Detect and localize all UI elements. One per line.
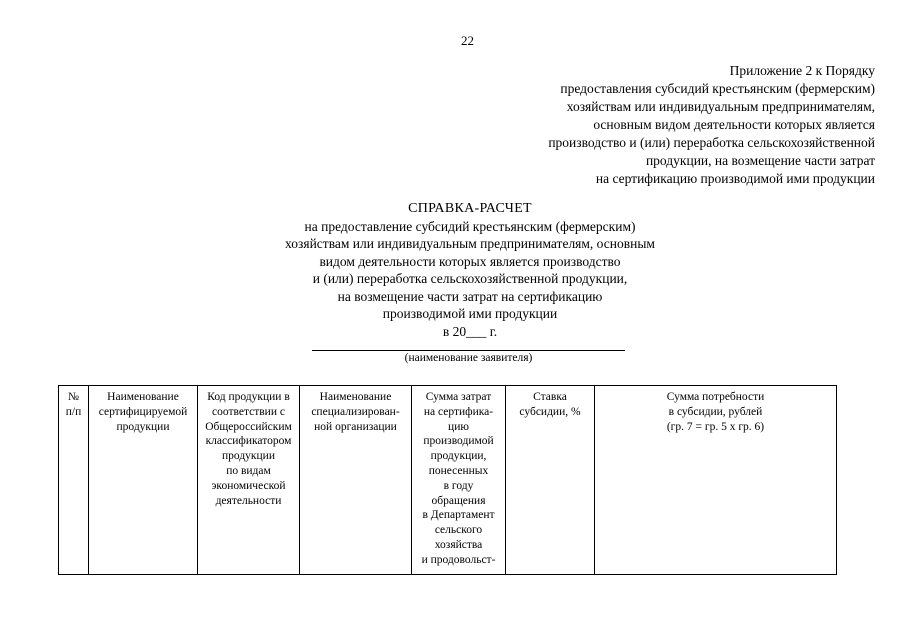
appendix-line: продукции, на возмещение части затрат — [645, 153, 875, 168]
table-header-row — [59, 386, 837, 575]
title-line: хозяйствам или индивидуальным предпринимателям, основным — [285, 236, 655, 251]
header-line: обращения — [431, 494, 486, 507]
calculation-table — [58, 385, 837, 575]
header-line: хозяйства — [434, 538, 483, 551]
header-line: по видам — [226, 464, 271, 477]
header-line: классификатором — [205, 435, 292, 448]
header-line: производимой — [423, 435, 494, 448]
appendix-note — [455, 62, 875, 188]
header-line: специализирован- — [311, 405, 400, 418]
header-line: Наименование — [319, 391, 392, 403]
header-cell-product-code — [198, 386, 300, 575]
header-cell-organization — [300, 386, 412, 575]
header-line: п/п — [65, 405, 82, 418]
appendix-line: хозяйствам или индивидуальным предпринимателям, — [566, 99, 875, 114]
header-cell-costs — [412, 386, 506, 575]
appendix-line: Приложение 2 к Порядку — [729, 63, 875, 78]
header-line: Ставка — [533, 391, 567, 403]
header-line: соответствии с — [212, 405, 285, 418]
title-line: видом деятельности которых является производство — [319, 253, 621, 269]
header-line: Наименование — [107, 391, 179, 403]
header-line: ной организации — [314, 420, 397, 433]
header-line: субсидии, % — [519, 405, 581, 418]
title-line: на возмещение части затрат на сертификацию — [337, 288, 603, 304]
header-line: Сумма потребности — [666, 391, 765, 403]
header-line: понесенных — [428, 464, 489, 477]
applicant-name-line — [312, 350, 625, 351]
header-line: Общероссийским — [205, 420, 292, 433]
header-line: в Департамент — [422, 509, 495, 522]
header-line: экономической — [211, 479, 286, 492]
title-year-line: в 20___ г. — [442, 323, 498, 339]
title-line: производимой ими продукции — [382, 306, 558, 321]
document-title — [180, 200, 760, 340]
header-cell-product-name — [89, 386, 198, 575]
header-line: № — [68, 391, 79, 403]
header-line: сельского — [434, 524, 483, 537]
header-line: цию — [448, 420, 469, 433]
header-cell-rate — [506, 386, 595, 575]
header-line: в субсидии, рублей — [668, 405, 763, 418]
appendix-line: основным видом деятельности которых является — [593, 117, 875, 132]
header-line: на сертифика- — [423, 405, 494, 418]
title-line: и (или) переработка сельскохозяйственной продукции, — [312, 271, 628, 286]
applicant-caption: (наименование заявителя) — [404, 352, 533, 364]
header-line: продукции — [116, 420, 170, 433]
title-line: на предоставление субсидий крестьянским (фермерским) — [304, 218, 636, 234]
header-line: Код продукции в — [207, 391, 290, 403]
main-title: СПРАВКА-РАСЧЕТ — [408, 201, 532, 216]
appendix-line: предоставления субсидий крестьянским (фермерским) — [560, 81, 875, 96]
header-cell-number — [59, 386, 89, 575]
header-line: (гр. 7 = гр. 5 х гр. 6) — [666, 420, 765, 433]
header-line: деятельности — [215, 494, 282, 507]
header-line: продукции — [222, 450, 275, 463]
header-line: сертифицируемой — [98, 405, 188, 418]
appendix-line: производство и (или) переработка сельскохозяйственной — [548, 135, 875, 150]
header-cell-subsidy-amount — [595, 386, 837, 575]
header-line: продукции, — [430, 450, 487, 463]
page-number: 22 — [461, 33, 474, 48]
header-line: в году — [443, 479, 474, 492]
appendix-line: на сертификацию производимой ими продукции — [595, 171, 875, 186]
header-line: Сумма затрат — [425, 391, 492, 403]
header-line: и продовольст- — [421, 553, 496, 566]
